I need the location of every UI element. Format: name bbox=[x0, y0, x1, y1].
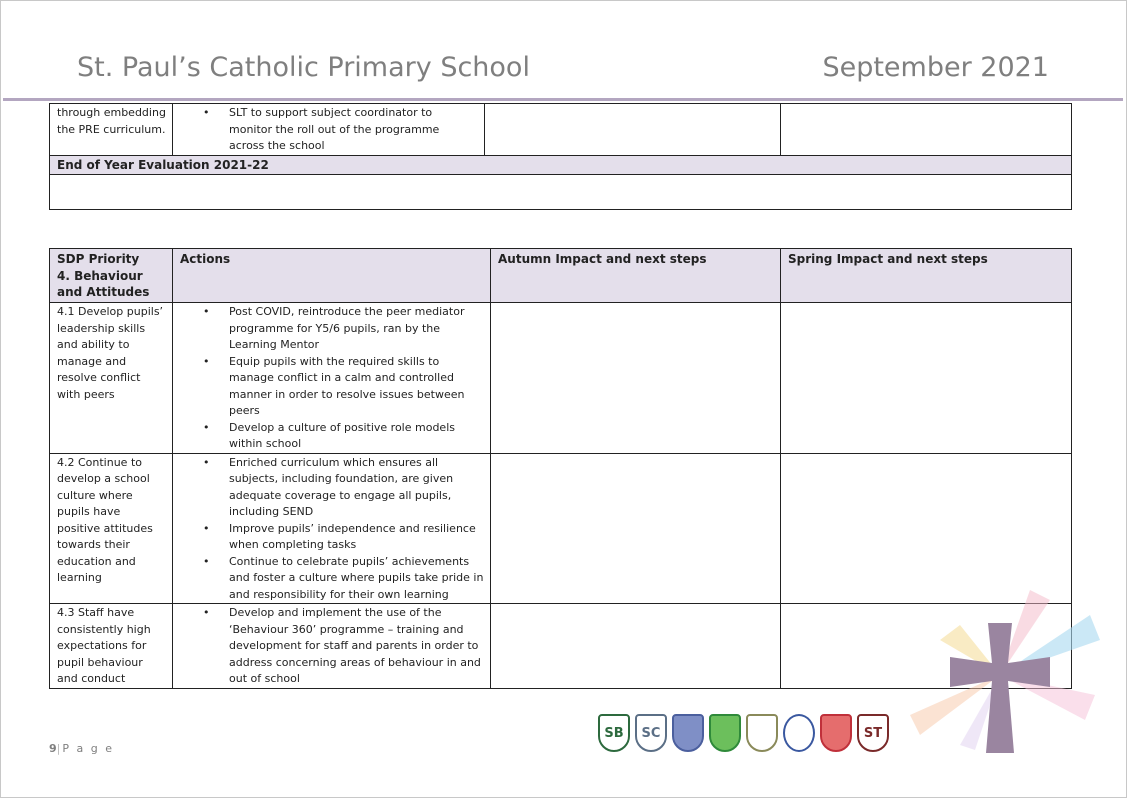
list-item: • Continue to celebrate pupils’ achievements and foster a culture where pupils take pride in and responsibility for their own learning bbox=[180, 554, 484, 604]
list-item: • Post COVID, reintroduce the peer mediator programme for Y5/6 pupils, ran by the Learning Mentor bbox=[180, 304, 484, 354]
evaluation-cell[interactable] bbox=[50, 174, 1072, 209]
page-number: 9 bbox=[49, 742, 57, 755]
spring-cell[interactable] bbox=[781, 303, 1072, 454]
previous-priority-table bbox=[49, 103, 1072, 210]
list-item: • Improve pupils’ independence and resilience when completing tasks bbox=[180, 521, 484, 554]
school-badge bbox=[746, 714, 778, 752]
priority-fragment: through embedding the PRE curriculum. bbox=[50, 104, 173, 156]
school-badge: SC bbox=[635, 714, 667, 752]
autumn-cell[interactable] bbox=[485, 104, 781, 156]
actions-cell bbox=[173, 303, 491, 454]
autumn-cell[interactable] bbox=[491, 453, 781, 604]
objective-cell: 4.2 Continue to develop a school culture where pupils have positive attitudes towards their education and learning bbox=[50, 453, 173, 604]
list-item: • Develop and implement the use of the ‘Behaviour 360’ programme – training and development for staff and parents in order to address concerning areas of behaviour in and out of school bbox=[180, 605, 484, 688]
list-item: • Enriched curriculum which ensures all subjects, including foundation, are given adequate coverage to engage all pupils, including SEND bbox=[180, 455, 484, 521]
table-header-row bbox=[50, 249, 1072, 303]
objective-cell: 4.3 Staff have consistently high expectations for pupil behaviour and conduct bbox=[50, 604, 173, 689]
page-label: P a g e bbox=[62, 742, 114, 755]
school-badge: ST bbox=[857, 714, 889, 752]
autumn-cell[interactable] bbox=[491, 303, 781, 454]
header-date: September 2021 bbox=[822, 52, 1049, 83]
school-badge bbox=[783, 714, 815, 752]
cross-logo-icon bbox=[900, 585, 1110, 755]
school-name: St. Paul’s Catholic Primary School bbox=[77, 52, 530, 83]
table-row bbox=[50, 104, 1072, 156]
school-badge bbox=[820, 714, 852, 752]
header-rule bbox=[3, 98, 1123, 101]
spring-cell[interactable] bbox=[781, 104, 1072, 156]
actions-cell bbox=[173, 604, 491, 689]
table-row bbox=[50, 303, 1072, 454]
school-badge: SB bbox=[598, 714, 630, 752]
school-badge bbox=[672, 714, 704, 752]
school-badges bbox=[598, 714, 889, 752]
evaluation-label: End of Year Evaluation 2021-22 bbox=[50, 155, 1072, 174]
list-item: • Equip pupils with the required skills to manage conflict in a calm and controlled manner in order to resolve issues between peers bbox=[180, 354, 484, 420]
action-cell bbox=[173, 104, 485, 156]
autumn-header: Autumn Impact and next steps bbox=[491, 249, 781, 303]
spring-header: Spring Impact and next steps bbox=[781, 249, 1072, 303]
autumn-cell[interactable] bbox=[491, 604, 781, 689]
priority-header-subtitle: 4. Behaviour and Attitudes bbox=[57, 268, 150, 299]
priority-header bbox=[50, 249, 173, 303]
list-item: • Develop a culture of positive role models within school bbox=[180, 420, 484, 453]
page-footer: 9|P a g e bbox=[49, 742, 114, 755]
actions-cell bbox=[173, 453, 491, 604]
priority-header-title: SDP Priority bbox=[57, 252, 140, 266]
list-item: • SLT to support subject coordinator to monitor the roll out of the programme across the school bbox=[180, 105, 478, 155]
objective-cell: 4.1 Develop pupils’ leadership skills and ability to manage and resolve conflict with peers bbox=[50, 303, 173, 454]
table-row bbox=[50, 453, 1072, 604]
spring-cell[interactable] bbox=[781, 453, 1072, 604]
school-badge bbox=[709, 714, 741, 752]
actions-header: Actions bbox=[173, 249, 491, 303]
